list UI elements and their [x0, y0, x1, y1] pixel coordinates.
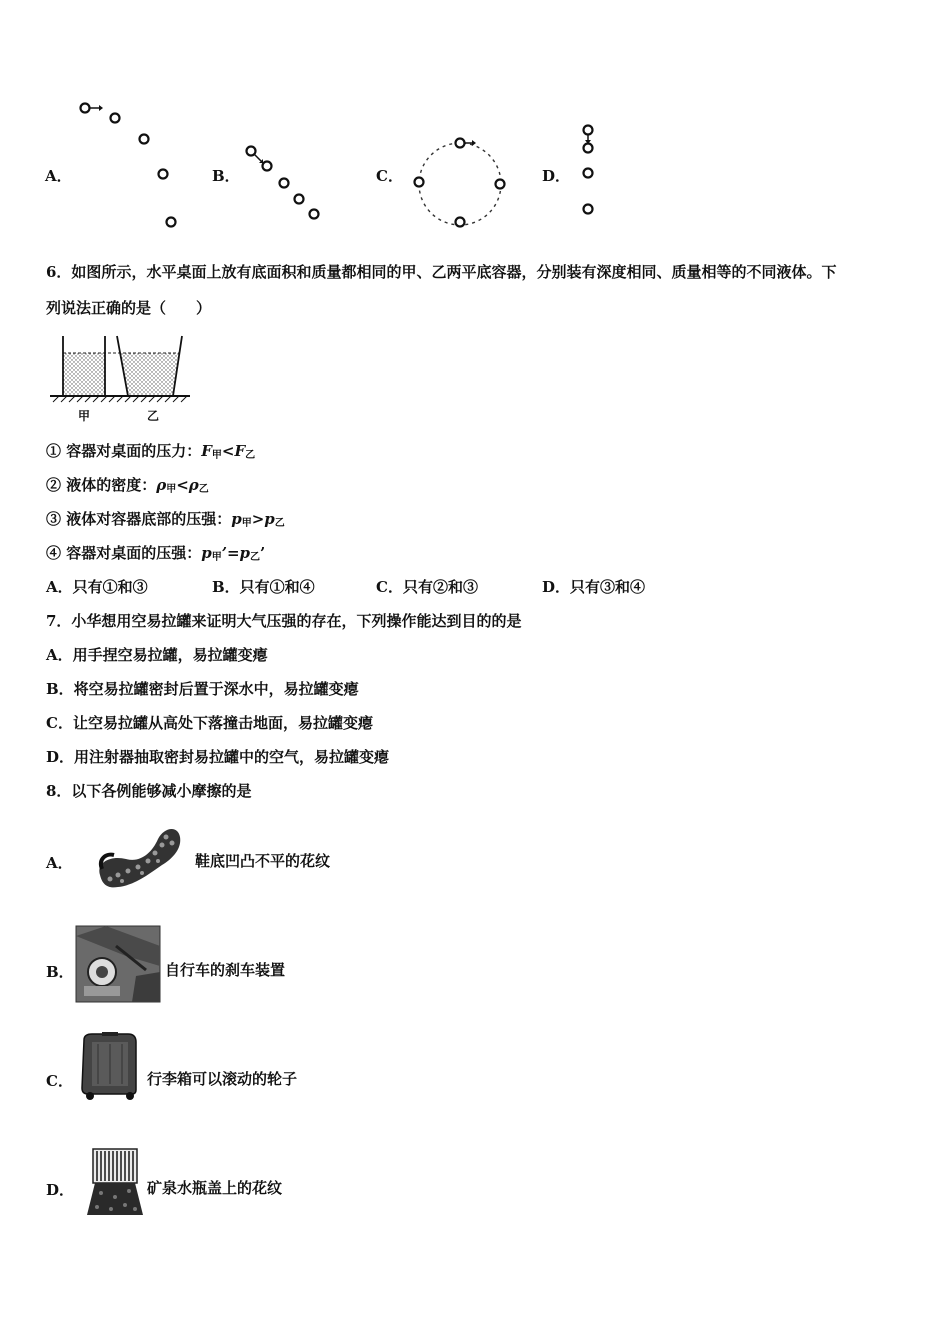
suitcase-icon — [78, 1032, 140, 1100]
q5-option-d-diagram — [574, 122, 604, 222]
q6-label-yi: 乙 — [147, 409, 160, 423]
q6-label-jia: 甲 — [78, 409, 91, 423]
q6-statement-1: ① 容器对桌面的压力：$F_甲<F_乙$ — [46, 442, 256, 461]
q5-option-a-diagram — [75, 98, 195, 238]
q6-statement-2: ② 液体的密度：$\rho_甲<\rho_乙$ — [46, 476, 209, 495]
q7-choice-c[interactable]: C．让空易拉罐从高处下落撞击地面，易拉罐变瘪 — [46, 714, 373, 732]
q5-option-d-label: D． — [542, 167, 571, 185]
q5-option-b-diagram — [242, 142, 332, 232]
q5-option-a-label: A． — [45, 167, 72, 185]
q6-containers-figure — [45, 333, 195, 423]
q8-choice-b-label: B． — [46, 963, 74, 981]
q8-choice-a-label: A． — [46, 854, 73, 872]
q6-choice-b[interactable]: B．只有①和④ — [212, 578, 315, 596]
q7-choice-d[interactable]: D．用注射器抽取密封易拉罐中的空气，易拉罐变瘪 — [46, 748, 390, 766]
bicycle-brake-icon — [76, 926, 160, 1002]
q6-statement-3: ③ 液体对容器底部的压强：$p_甲>p_乙$ — [46, 510, 285, 529]
q6-choice-d[interactable]: D．只有③和④ — [542, 578, 646, 596]
q8-choice-a-text[interactable]: 鞋底凹凸不平的花纹 — [195, 852, 331, 870]
q6-stem-line2: 列说法正确的是（ ） — [46, 299, 212, 317]
q8-stem: 8．以下各例能够减小摩擦的是 — [46, 782, 252, 800]
shoe-sole-icon — [92, 823, 187, 893]
q6-statement-4: ④ 容器对桌面的压强：$p_甲’=p_乙$’ — [46, 544, 266, 563]
q5-option-c-label: C． — [376, 167, 403, 185]
q7-choice-a[interactable]: A．用手捏空易拉罐，易拉罐变瘪 — [46, 646, 268, 664]
q5-option-b-label: B． — [212, 167, 240, 185]
q8-choice-d-text[interactable]: 矿泉水瓶盖上的花纹 — [147, 1179, 283, 1197]
q7-stem: 7．小华想用空易拉罐来证明大气压强的存在，下列操作能达到目的的是 — [46, 612, 522, 630]
q8-choice-c-label: C． — [46, 1072, 73, 1090]
q5-option-c-diagram — [410, 134, 510, 234]
q6-choice-a[interactable]: A．只有①和③ — [46, 578, 148, 596]
q8-choice-b-text[interactable]: 自行车的刹车装置 — [165, 961, 286, 979]
q8-choice-c-text[interactable]: 行李箱可以滚动的轮子 — [147, 1070, 298, 1088]
q6-choice-c[interactable]: C．只有②和③ — [376, 578, 478, 596]
q7-choice-b[interactable]: B．将空易拉罐密封后置于深水中，易拉罐变瘪 — [46, 680, 359, 698]
q6-stem-line1: 6．如图所示，水平桌面上放有底面积和质量都相同的甲、乙两平底容器，分别装有深度相同、质量相等的不同液体。下 — [46, 263, 837, 281]
q8-choice-d-label: D． — [46, 1181, 75, 1199]
bottle-cap-icon — [85, 1147, 145, 1217]
